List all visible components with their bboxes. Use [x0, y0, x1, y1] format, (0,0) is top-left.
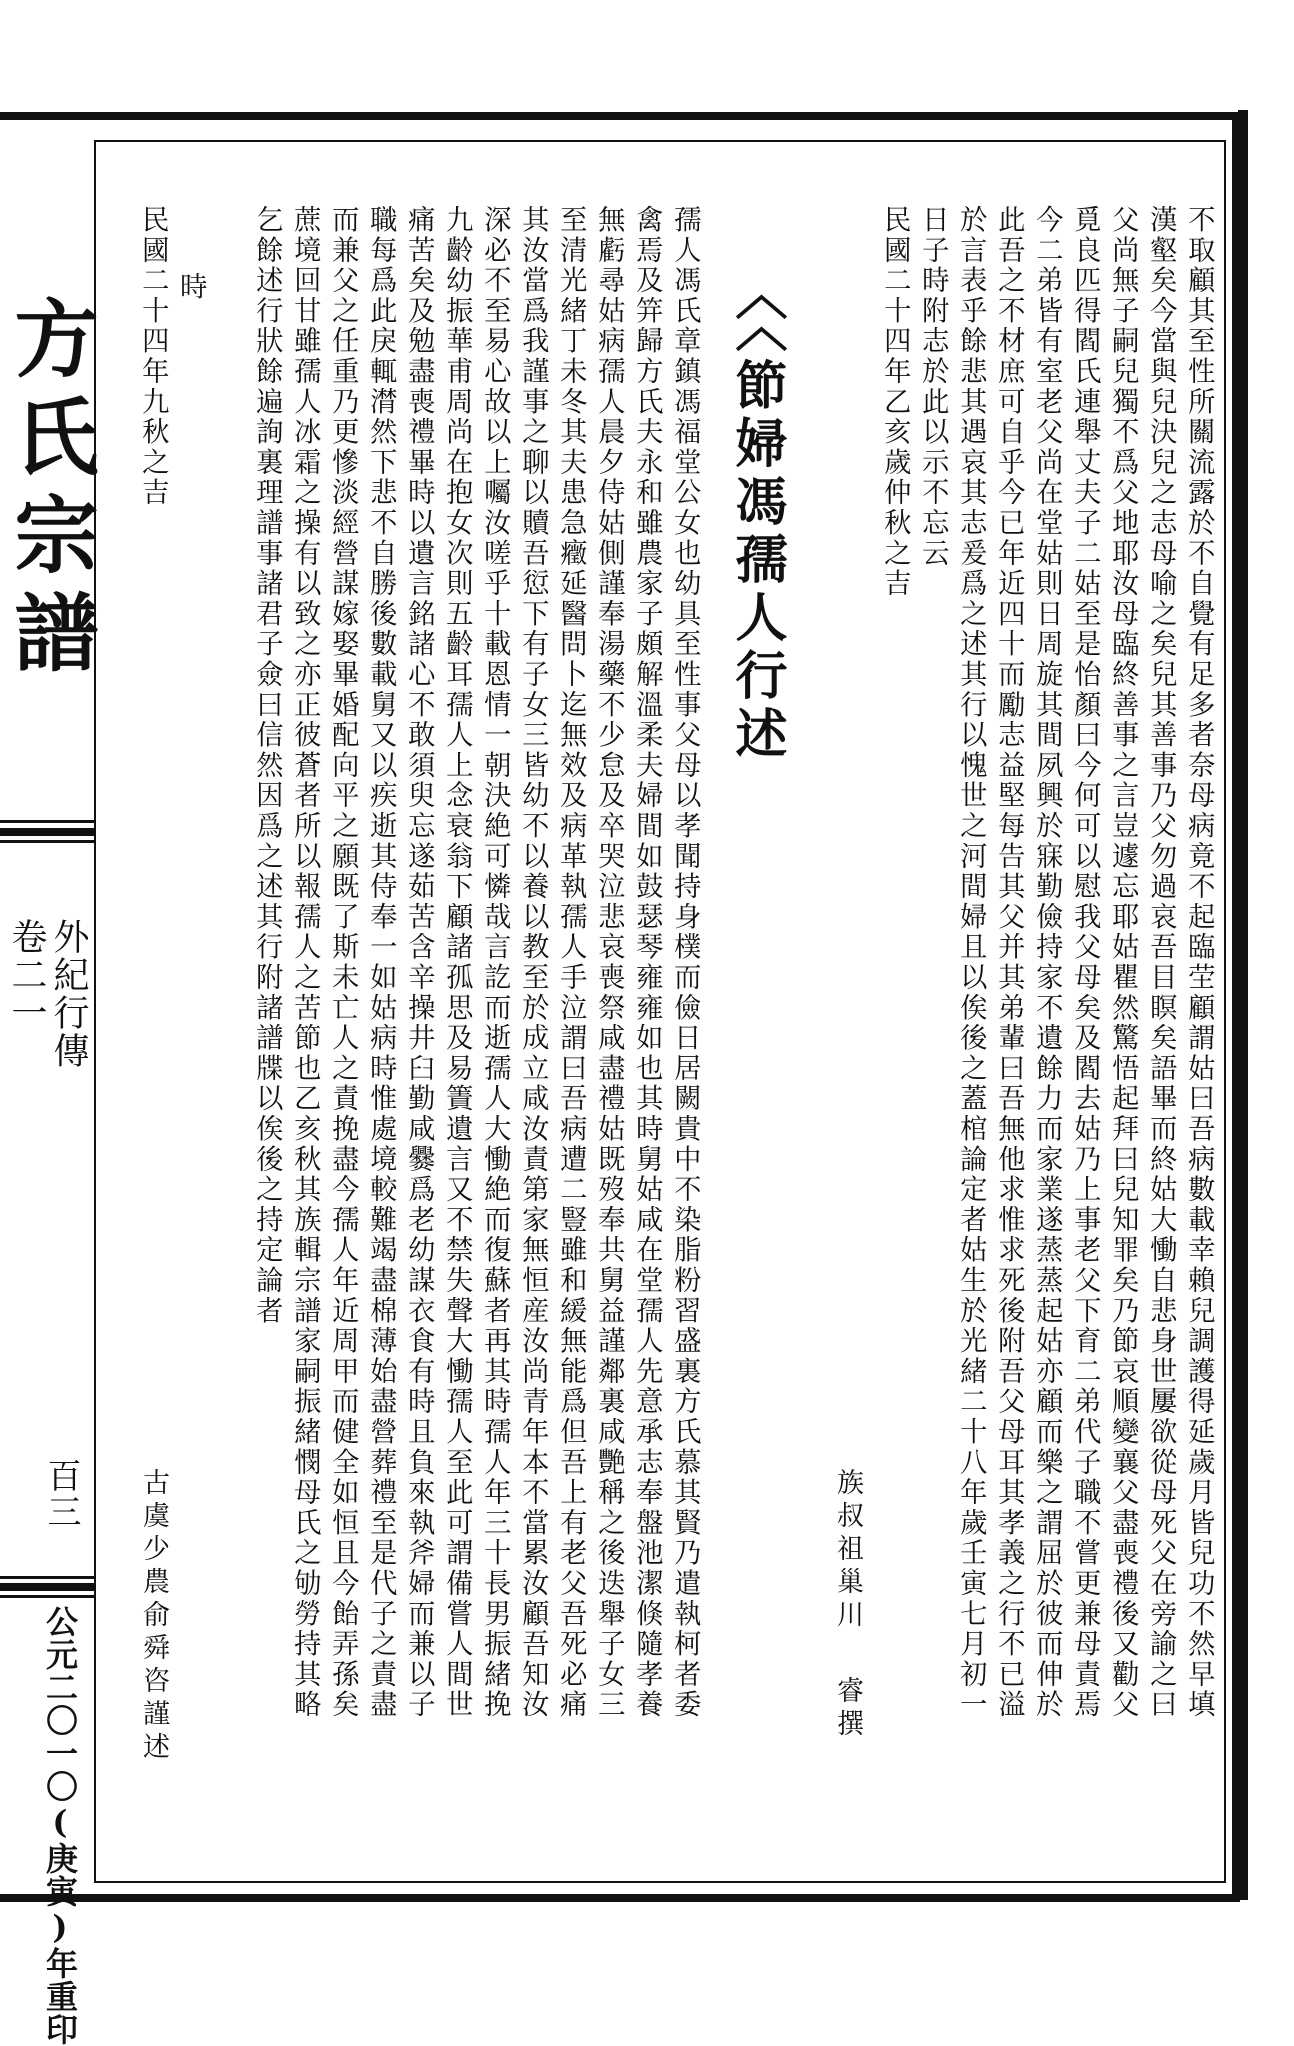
margin-rule — [0, 1576, 96, 1579]
title-mark: 〈〈 — [726, 268, 787, 358]
text-column: 覓良匹得閻氏連舉丈夫子二姑至是怡顏曰今何可以慰我父母矣及閻去姑乃上事老父下育二弟代子職不嘗更兼母責焉 — [1069, 205, 1101, 1720]
article-title — [726, 268, 787, 764]
text-column: 孺人馮氏章鎮馮福堂公女也幼具至性事父母以孝聞持身樸而儉日居闕貴中不染脂粉習盛裏方氏慕其賢乃遣執柯者委 — [669, 205, 701, 1720]
page-number: 百三 — [41, 1458, 81, 1530]
text-column: 九齡幼振華甫周尚在抱女次則五齡耳孺人上念衰翁下顧諸孤思及易簀遺言又不禁失聲大慟孺人至此可謂備嘗人間世 — [441, 205, 473, 1720]
text-column: 至清光緒丁未冬其夫患急癥延醫問卜迄無效及病革執孺人手泣謂曰吾病遭二豎雖和緩無能爲但吾上有老父吾死必痛 — [555, 205, 587, 1720]
text-column: 蔗境回甘雖孺人冰霜之操有以致之亦正彼蒼者所以報孺人之苦節也乙亥秋其族輯宗譜家嗣振緒憫母氏之劬勞持其略 — [289, 205, 321, 1720]
text-column: 於言表乎餘悲其遇哀其志爰爲之述其行以愧世之河間婦且以俟後之蓋棺論定者姑生於光緒二十八年歲壬寅七月初一 — [955, 205, 987, 1720]
text-column: 不取顧其至性所關流露於不自覺有足多者奈母病竟不起臨茔顧謂姑曰吾病數載幸賴兒調護得延歲月皆兒功不然早填 — [1183, 205, 1215, 1720]
margin-rule — [0, 1583, 96, 1591]
text-column: 而兼父之任重乃更慘淡經營謀嫁娶畢婚配向平之願既了斯未亡人之責挽盡今孺人年近周甲而健全如恒且今飴弄孫矣 — [327, 205, 359, 1720]
author-action: 睿撰 — [832, 1676, 863, 1742]
text-column: 今二弟皆有室老父尚在堂姑則日周旋其間夙興於寐勤儉持家不遺餘力而家業遂蒸蒸起姑亦顧而樂之謂屈於彼而伸於 — [1031, 205, 1063, 1720]
text-column: 父尚無子嗣兒獨不爲父地耶汝母臨終善事之言豈遽忘耶姑瞿然驚悟起拜曰兒知罪矣乃節哀順變襄父盡喪禮後又勸父 — [1107, 205, 1139, 1720]
article-author: 古虞少農俞舜咨謹述 — [138, 1468, 169, 1765]
margin-rule — [0, 820, 96, 823]
article-title-text: 節婦馮孺人行述 — [726, 358, 787, 764]
section-name: 外紀行傳 — [48, 918, 89, 1070]
text-column: 日子時附志於此以示不忘云 — [917, 205, 949, 569]
volume-label: 卷二一 — [6, 918, 47, 1032]
text-column: 無虧尋姑病孺人晨夕侍姑側謹奉湯藥不少怠及卒哭泣悲哀喪祭咸盡禮姑既歿奉共舅益謹鄰裏咸艷稱之後迭舉子女三 — [593, 205, 625, 1720]
frame-shadow — [1238, 110, 1248, 1900]
reprint-note: 公元二〇一〇(庚寅)年重印 — [41, 1605, 79, 2046]
text-column: 此吾之不材庶可自乎今已年近四十而勵志益堅每告其父并其弟輩曰吾無他求惟求死後附吾父母耳其孝義之行不已溢 — [993, 205, 1025, 1720]
text-column: 乞餘述行狀餘遍詢裏理譜事諸君子僉曰信然因爲之述其行附諸譜牒以俟後之持定論者 — [251, 205, 283, 1327]
text-column: 職每爲此戾輒潸然下悲不自勝後數載舅又以疾逝其侍奉一如姑病時惟處境較難竭盡棉薄始盡營葬禮至是代子之責盡 — [365, 205, 397, 1720]
text-column: 痛苦矣及勉盡喪禮畢時以遺言銘諸心不敢須臾忘遂茹苦含辛操井臼勤咸爨爲老幼謀衣食有時且負來執斧婦而兼以子 — [403, 205, 435, 1720]
margin-rule — [0, 840, 96, 843]
text-column: 深必不至易心故以上囑汝嗟乎十載恩情一朝決絶可憐哉言訖而逝孺人大慟絶而復蘇者再其時孺人年三十長男振緒挽 — [479, 205, 511, 1720]
date-line: 民國二十四年乙亥歲仲秋之吉 — [879, 205, 911, 599]
book-title: 方氏宗譜 — [1, 295, 100, 687]
margin-rule — [0, 1595, 96, 1598]
text-column: 漢壑矣今當與兒決兒之志母喻之矣兒其善事乃父勿過哀吾目瞑矣語畢而終姑大慟自悲身世屢欲從母死父在旁諭之曰 — [1145, 205, 1177, 1720]
date-prefix: 時 — [175, 272, 207, 303]
date-line: 民國二十四年九秋之吉 — [137, 205, 169, 508]
text-column: 禽焉及笄歸方氏夫永和雖農家子頗解溫柔夫婦間如鼓瑟琴雍雍如也其時舅姑咸在堂孺人先意承志奉盤池潔倏隨孝養 — [631, 205, 663, 1720]
text-column: 其汝當爲我謹事之聊以贖吾愆下有子女三皆幼不以養以教至於成立咸汝責第家無恒産汝尚青年本不當累汝顧吾知汝 — [517, 205, 549, 1720]
page-margin — [0, 140, 100, 2046]
margin-rule — [0, 828, 96, 836]
author-label: 族叔祖巢川 — [832, 1468, 863, 1633]
